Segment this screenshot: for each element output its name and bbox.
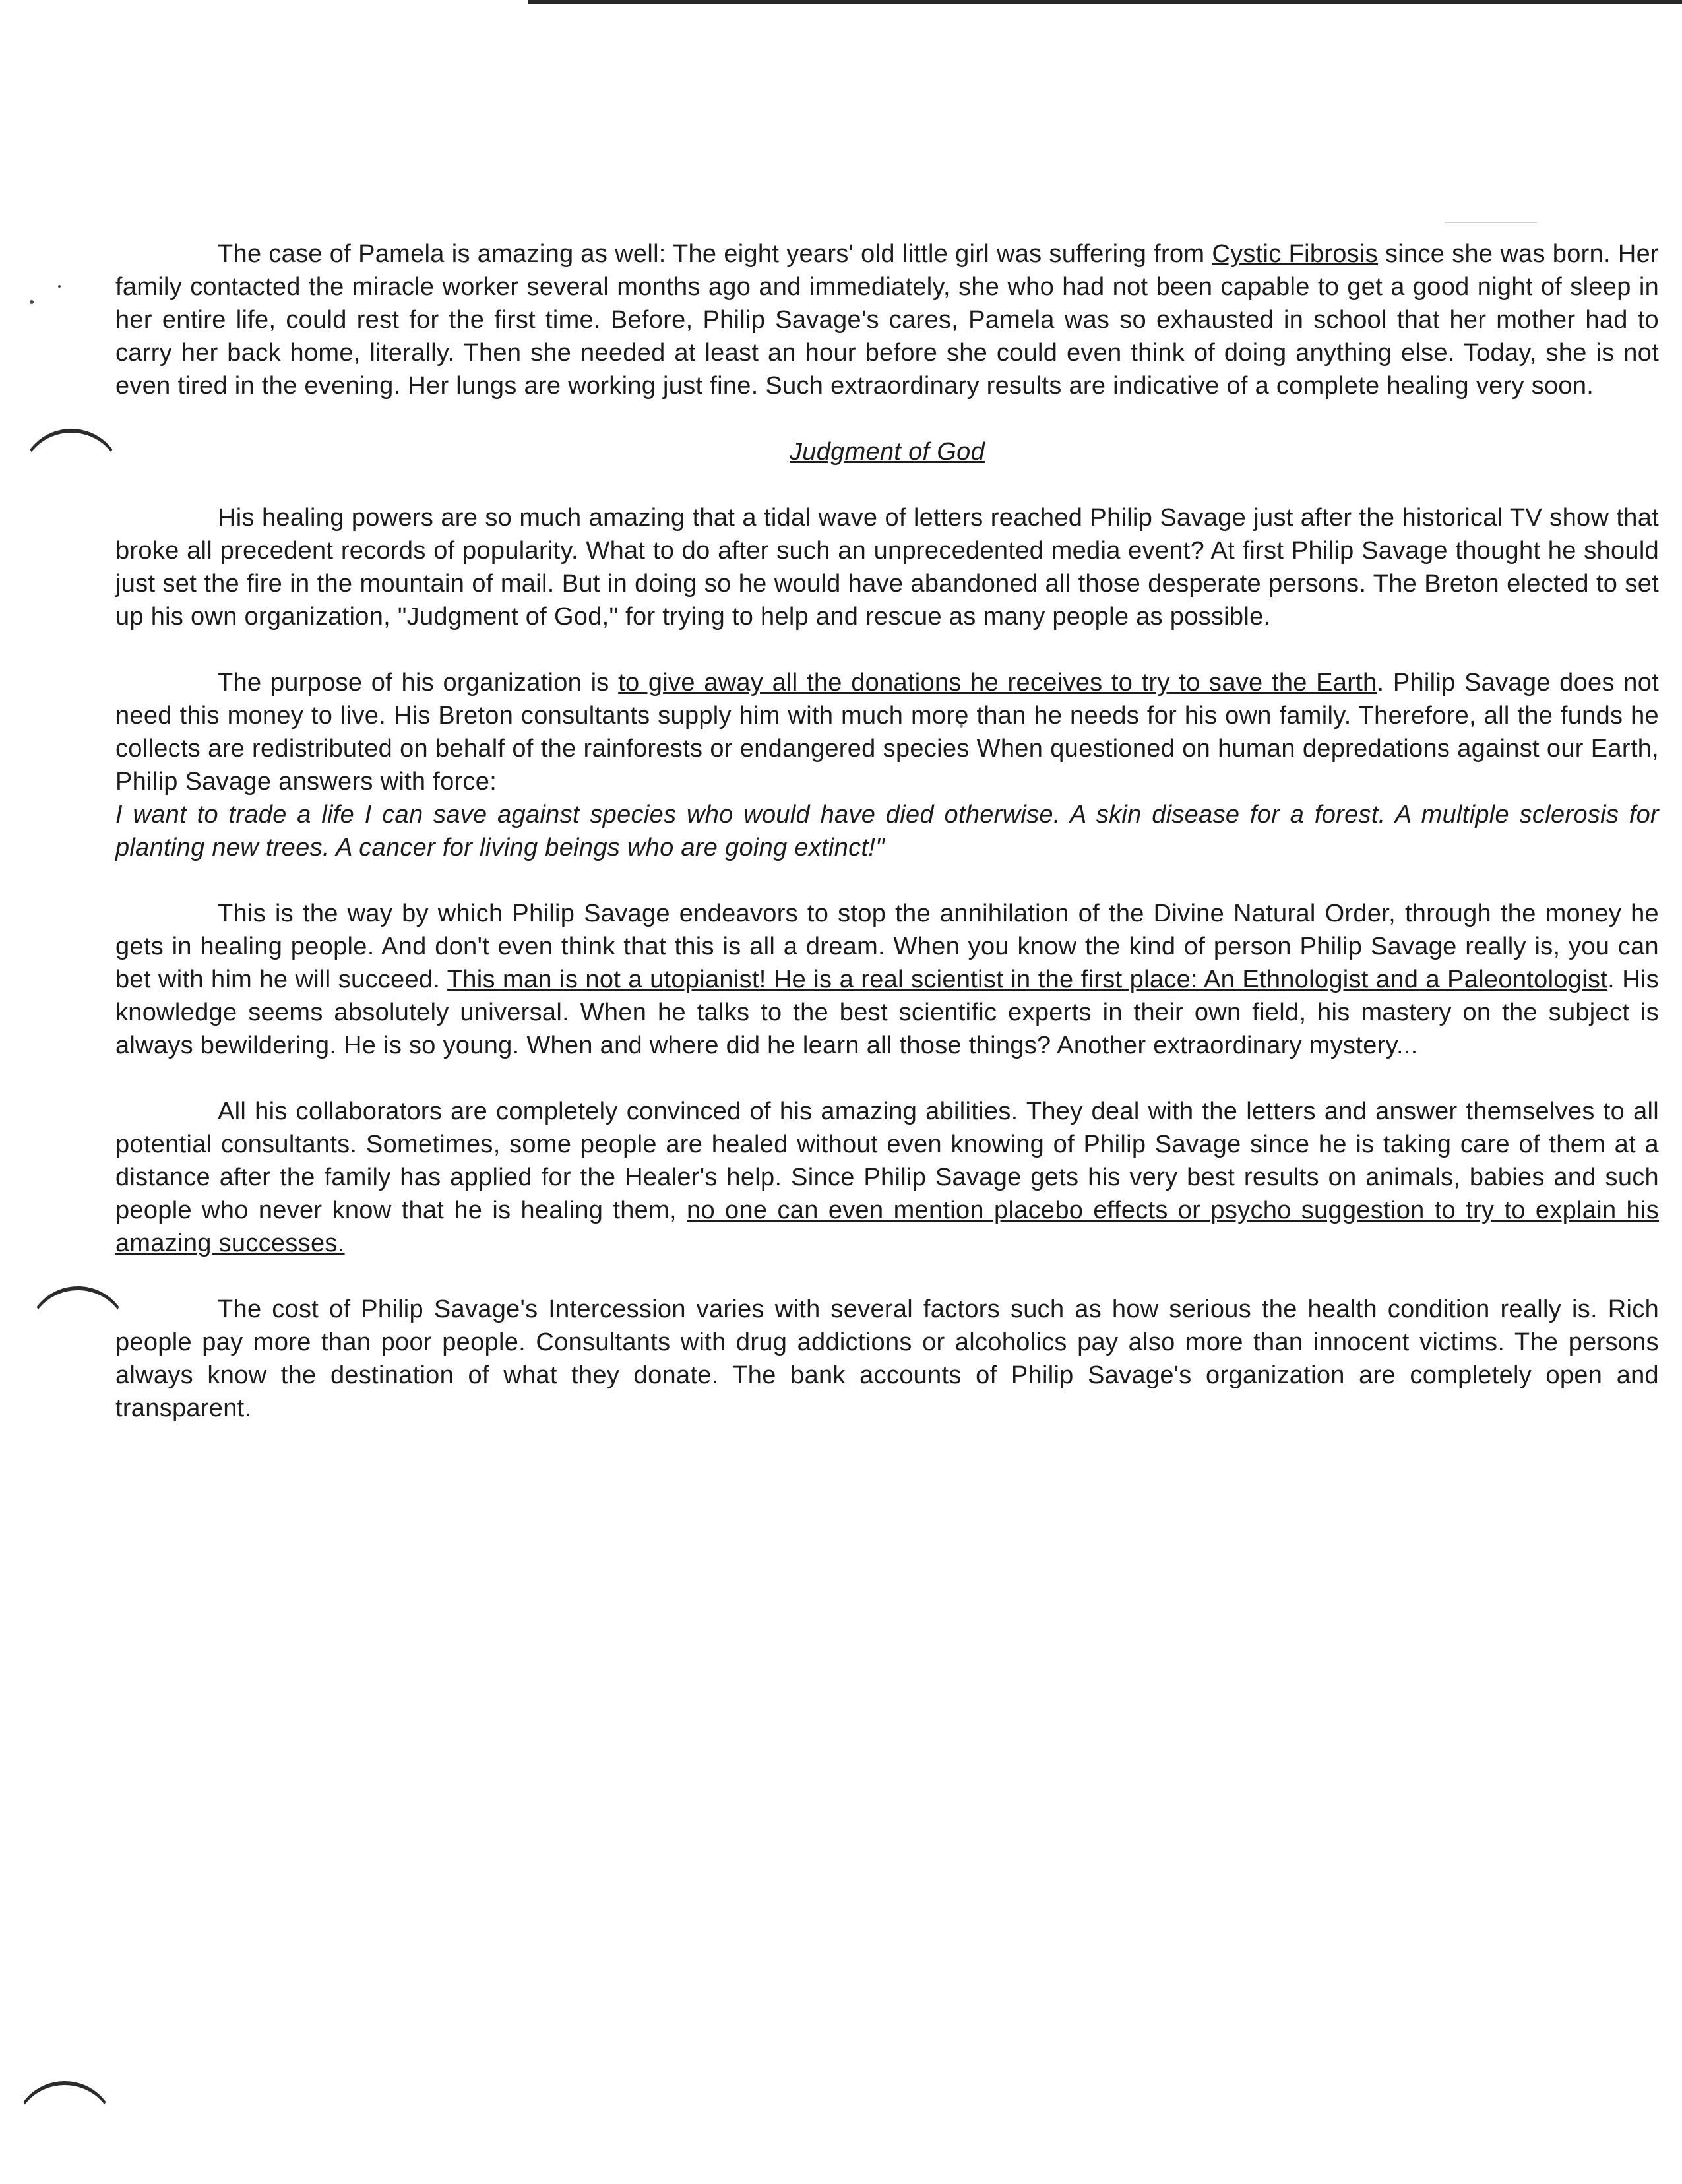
paragraph-text: The purpose of his organization is [218,669,619,697]
paragraph-healing-powers: His healing powers are so much amazing that a tidal wave of letters reached Philip Savage just after the historical TV show that broke all precedent records of popularity. What to do after such an unprecedented media event? At first Philip Savage thought he should just set the fire in the mountain of mail. But in doing so he would have abandoned all those desperate persons. The Breton elected to set up his own organization, "Judgment of God," for trying to help and rescue as many people as possible. [115,504,1659,631]
paragraph-divine-order [115,897,1659,1062]
scan-mark [1445,222,1537,223]
underlined-text: no one can even mention placebo effects or psycho suggestion to try to explain his amazing successes. [115,1197,1660,1257]
underlined-text: Cystic Fibrosis [1212,240,1378,268]
paragraph-text: This is the way by which Philip Savage endeavors to stop the annihilation of the Divine Natural Order, through the money he gets in healing people. And don't even think that this is all a dream. When you know the kind of person Philip Savage really is, you can bet with him he will succeed. [115,900,1659,993]
quote-text: I want to trade a life I can save against species who would have died otherwise. A skin disease for a forest. A multiple sclerosis for planting new trees. A cancer for living beings who are going extinct!" [115,801,1659,861]
paragraph-text: . His knowledge seems absolutely universal. When he talks to the best scientific experts in their own field, his mastery on the subject is always bewildering. He is so young. When and where did he learn all those things? Another extraordinary mystery... [115,966,1660,1059]
document-body [115,237,1659,1458]
paragraph-text: since she was born. Her family contacted the miracle worker several months ago and immediately, she who had not been capable to get a good night of sleep in her entire life, could rest for the first time. Before, Philip Savage's cares, Pamela was so exhausted in school that her mother had to carry her back home, literally. Then she needed at least an hour before she could even think of doing anything else. Today, she is not even tired in the evening. Her lungs are working just fine. Such extraordinary results are indicative of a complete healing very soon. [115,240,1659,400]
paragraph-text: . Philip Savage does not need this money to live. His Breton consultants supply him with much more than he needs for his own family. Therefore, all the funds he collects are redistributed on behalf of the rainforests or endangered species When questioned on human depredations against our Earth, Philip Savage answers with force: [115,669,1659,796]
page-top-edge [528,0,1682,4]
paragraph-organization-purpose [115,666,1659,864]
paragraph-text: All his collaborators are completely convinced of his amazing abilities. They deal with the letters and answer themselves to all potential consultants. Sometimes, some people are healed without even knowing of Philip Savage since he is taking care of them at a distance after the family has applied for the Healer's help. Since Philip Savage gets his very best results on animals, babies and such people who never know that he is healing them, [115,1098,1659,1224]
scan-speck [58,285,61,288]
binder-hole-top [20,429,123,532]
scan-speck [30,300,34,304]
section-heading: Judgment of God [789,438,985,466]
paragraph-collaborators [115,1095,1659,1260]
binder-hole-middle [26,1286,129,1389]
paragraph-pamela-case [115,237,1659,402]
paragraph-intercession-cost: The cost of Philip Savage's Intercession varies with several factors such as how serious the health condition really is. Rich people pay more than poor people. Consultants with drug addictions or alcoholics pay also more than innocent victims. The persons always know the destination of what they donate. The bank accounts of Philip Savage's organization are completely open and transparent. [115,1295,1659,1422]
paragraph-text: The case of Pamela is amazing as well: The eight years' old little girl was suffering from [218,240,1212,268]
binder-hole-bottom [13,2081,116,2184]
underlined-text: This man is not a utopianist! He is a real scientist in the first place: An Ethnologist and a Paleontologist [447,966,1608,993]
underlined-text: to give away all the donations he receives to try to save the Earth [618,669,1377,697]
